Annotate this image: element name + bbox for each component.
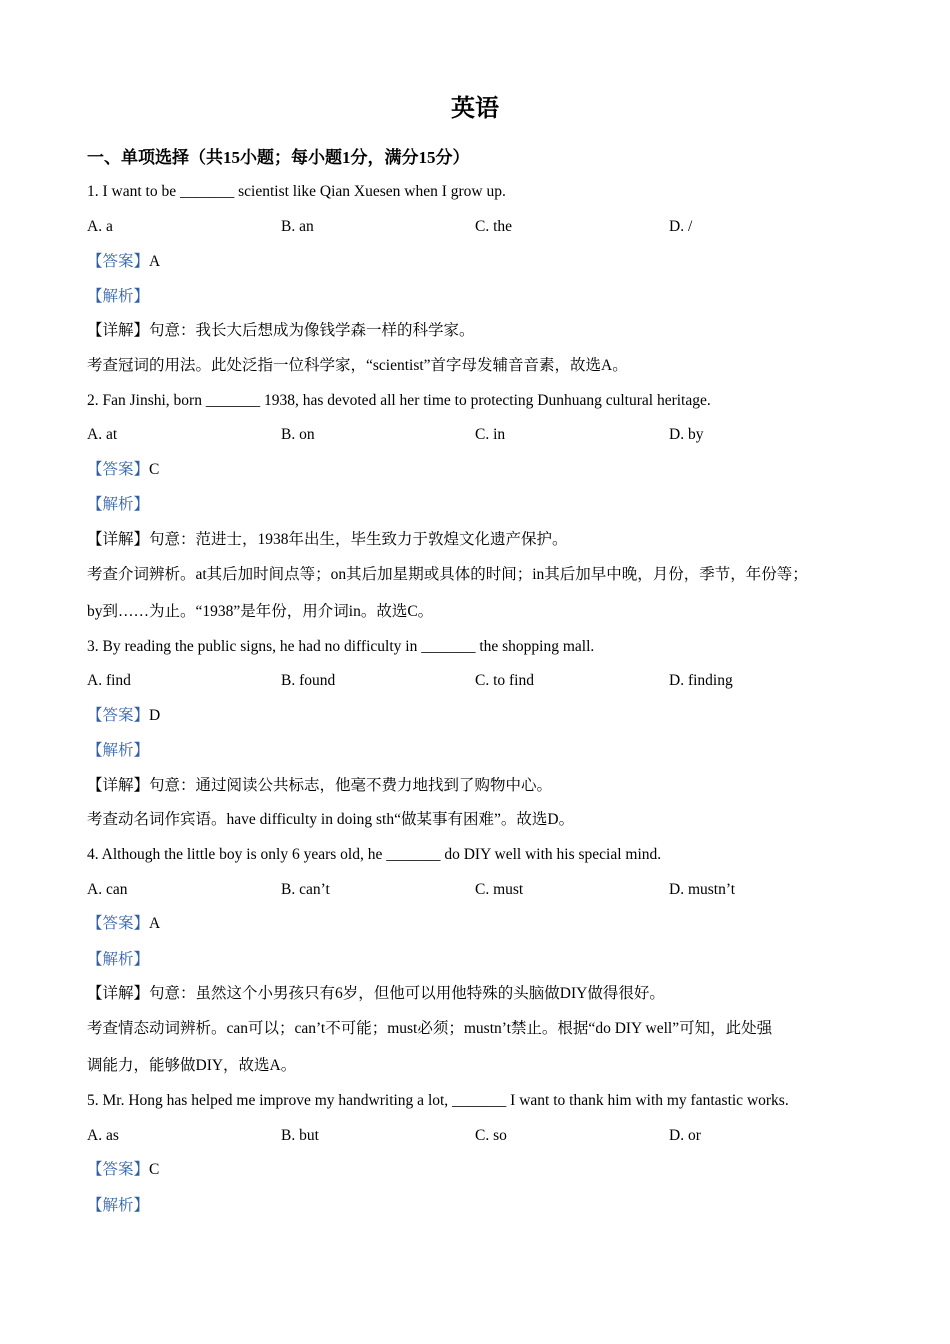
- analysis-tag: 【解析】: [87, 496, 150, 513]
- option-d: D. by: [669, 426, 704, 443]
- option-d: D. or: [669, 1127, 701, 1144]
- option-d: D. /: [669, 218, 693, 235]
- answer-value: C: [149, 1161, 160, 1178]
- answer-line: [87, 1159, 159, 1181]
- detail-tag: 【详解】: [87, 985, 150, 1002]
- analysis-tag: 【解析】: [87, 288, 150, 305]
- detail-text: 句意：虽然这个小男孩只有6岁，但他可以用他特殊的头脑做DIY做得很好。: [149, 985, 665, 1002]
- question-stem: 1. I want to be _______ scientist like Qian Xuesen when I grow up.: [87, 183, 506, 200]
- option-b: B. can’t: [281, 881, 330, 898]
- analysis-tag: 【解析】: [87, 1197, 150, 1214]
- option-c: C. to find: [475, 672, 534, 689]
- answer-value: D: [149, 707, 161, 724]
- option-a: A. can: [87, 881, 128, 898]
- answer-value: A: [149, 915, 161, 932]
- page-title: 英语: [451, 96, 499, 122]
- detail-tag: 【详解】: [87, 322, 150, 339]
- option-c: C. the: [475, 218, 513, 235]
- detail-line: [87, 529, 568, 551]
- answer-tag: 【答案】: [87, 1161, 150, 1178]
- detail-tag: 【详解】: [87, 531, 150, 548]
- option-a: A. a: [87, 218, 113, 235]
- option-c: C. must: [475, 881, 524, 898]
- section-heading: 一、单项选择（共15小题；每小题1分，满分15分）: [87, 148, 470, 167]
- detail-text: 句意：范进士，1938年出生，毕生致力于敦煌文化遗产保护。: [149, 531, 568, 548]
- explain-line: 考查冠词的用法。此处泛指一位科学家，“scientist”首字母发辅音音素，故选A。: [87, 357, 628, 374]
- option-a: A. find: [87, 672, 131, 689]
- answer-line: [87, 459, 159, 481]
- detail-line: [87, 320, 475, 342]
- detail-line: [87, 775, 552, 797]
- explain-line: by到……为止。“1938”是年份，用介词in。故选C。: [87, 603, 434, 620]
- analysis-tag: 【解析】: [87, 951, 150, 968]
- question-stem: 2. Fan Jinshi, born _______ 1938, has devoted all her time to protecting Dunhuang cultural heritage.: [87, 392, 711, 409]
- option-b: B. on: [281, 426, 315, 443]
- answer-tag: 【答案】: [87, 915, 150, 932]
- answer-tag: 【答案】: [87, 253, 150, 270]
- question-stem: 3. By reading the public signs, he had no difficulty in _______ the shopping mall.: [87, 638, 595, 655]
- explain-line: 考查介词辨析。at其后加时间点等；on其后加星期或具体的时间；in其后加早中晚，月份，季节，年份等；: [87, 566, 808, 583]
- option-c: C. so: [475, 1127, 507, 1144]
- option-b: B. but: [281, 1127, 319, 1144]
- option-b: B. an: [281, 218, 314, 235]
- question-stem: 4. Although the little boy is only 6 years old, he _______ do DIY well with his special mind.: [87, 846, 662, 863]
- answer-tag: 【答案】: [87, 707, 150, 724]
- detail-text: 句意：我长大后想成为像钱学森一样的科学家。: [149, 322, 475, 339]
- detail-line: [87, 983, 665, 1005]
- option-d: D. mustn’t: [669, 881, 736, 898]
- answer-tag: 【答案】: [87, 461, 150, 478]
- option-a: A. as: [87, 1127, 119, 1144]
- answer-line: [87, 913, 160, 935]
- question-stem: 5. Mr. Hong has helped me improve my handwriting a lot, _______ I want to thank him with my fantastic works.: [87, 1092, 789, 1109]
- option-a: A. at: [87, 426, 118, 443]
- detail-text: 句意：通过阅读公共标志，他毫不费力地找到了购物中心。: [149, 777, 553, 794]
- answer-value: C: [149, 461, 160, 478]
- option-b: B. found: [281, 672, 336, 689]
- explain-line: 考查动名词作宾语。have difficulty in doing sth“做某事有困难”。故选D。: [87, 811, 575, 828]
- option-d: D. finding: [669, 672, 733, 689]
- answer-value: A: [149, 253, 161, 270]
- explain-line: 调能力，能够做DIY，故选A。: [87, 1057, 297, 1074]
- detail-tag: 【详解】: [87, 777, 150, 794]
- explain-line: 考查情态动词辨析。can可以；can’t不可能；must必须；mustn’t禁止。根据“do DIY well”可知，此处强: [87, 1020, 773, 1037]
- answer-line: [87, 251, 160, 273]
- option-c: C. in: [475, 426, 506, 443]
- answer-line: [87, 705, 160, 727]
- analysis-tag: 【解析】: [87, 742, 150, 759]
